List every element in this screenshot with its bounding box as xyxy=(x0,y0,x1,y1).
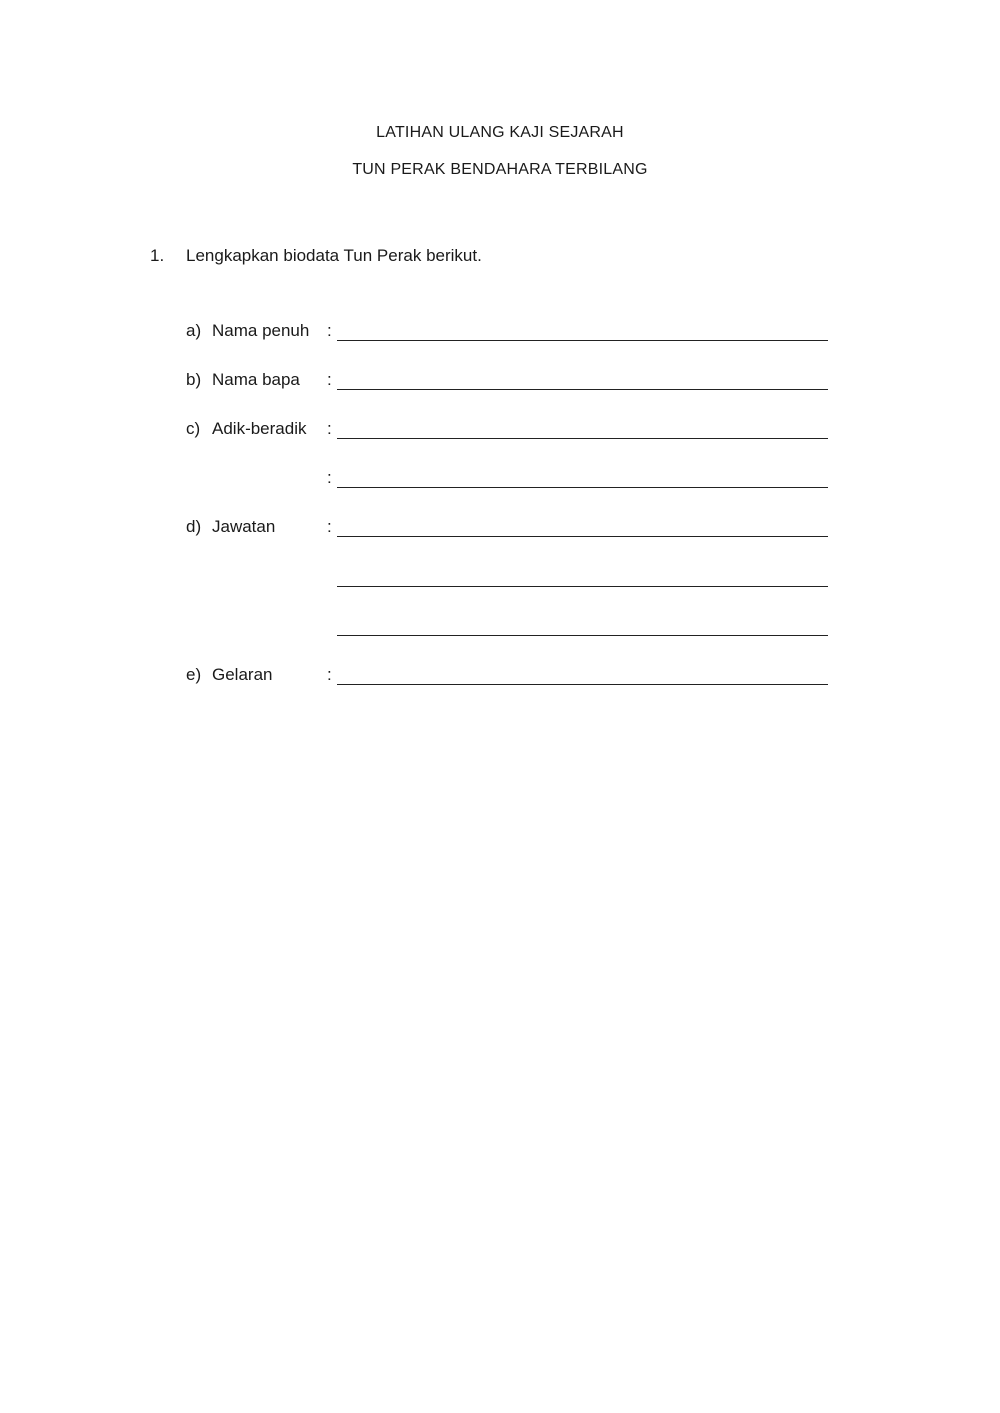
field-colon: : xyxy=(327,517,332,536)
field-label: Jawatan xyxy=(212,517,276,536)
field-letter: e) xyxy=(186,665,202,684)
field-letter: b) xyxy=(186,370,202,389)
answer-line-adik-beradik-1[interactable] xyxy=(337,438,828,439)
field-colon: : xyxy=(327,665,332,684)
worksheet-title: LATIHAN ULANG KAJI SEJARAH xyxy=(376,124,624,141)
field-letter: d) xyxy=(186,517,202,536)
answer-line-nama-bapa[interactable] xyxy=(337,389,828,390)
question-1 xyxy=(150,246,482,266)
field-colon: : xyxy=(327,321,332,340)
answer-line-jawatan-2[interactable] xyxy=(337,586,828,587)
answer-line-jawatan-1[interactable] xyxy=(337,536,828,537)
field-label: Adik-beradik xyxy=(212,419,307,438)
field-letter: a) xyxy=(186,321,202,340)
field-colon: : xyxy=(327,419,332,438)
field-colon: : xyxy=(327,370,332,389)
answer-line-adik-beradik-2[interactable] xyxy=(337,487,828,488)
worksheet-subtitle: TUN PERAK BENDAHARA TERBILANG xyxy=(352,161,648,178)
answer-line-nama-penuh[interactable] xyxy=(337,340,828,341)
field-letter: c) xyxy=(186,419,201,438)
question-text: Lengkapkan biodata Tun Perak berikut. xyxy=(186,246,482,265)
question-number: 1. xyxy=(150,246,165,265)
field-label: Nama bapa xyxy=(212,370,300,389)
field-colon: : xyxy=(327,468,332,487)
answer-line-gelaran[interactable] xyxy=(337,684,828,685)
field-label: Nama penuh xyxy=(212,321,310,340)
answer-line-jawatan-3[interactable] xyxy=(337,635,828,636)
field-label: Gelaran xyxy=(212,665,273,684)
